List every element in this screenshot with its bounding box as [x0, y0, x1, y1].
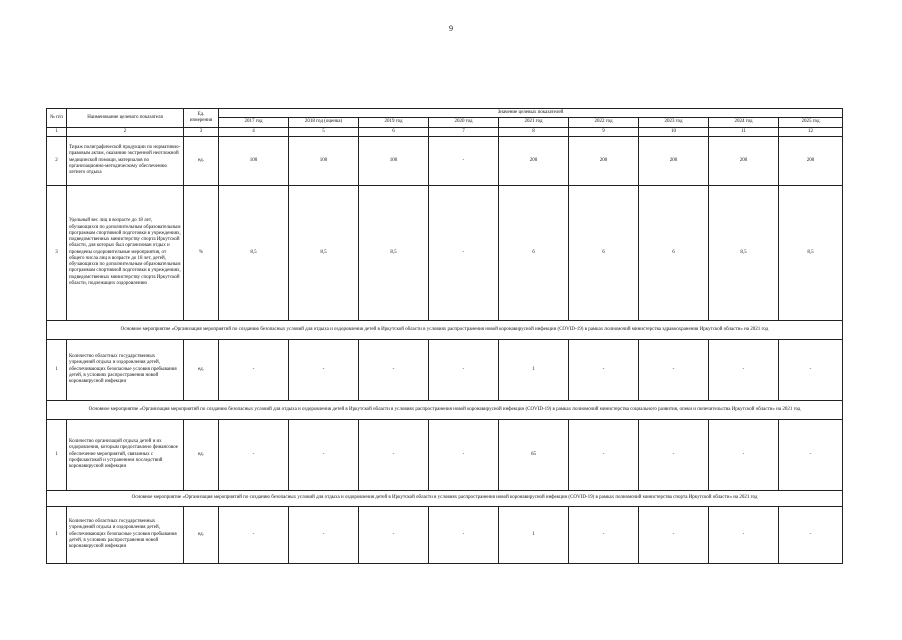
value-cell: - — [709, 419, 779, 490]
header-year: 2025 год — [779, 118, 843, 127]
value-cell: 1 — [499, 339, 569, 400]
value-cell: - — [779, 339, 843, 400]
header-year: 2020 год — [429, 118, 499, 127]
header-year: 2019 год — [359, 118, 429, 127]
value-cell: - — [709, 339, 779, 400]
column-number: 8 — [499, 127, 569, 136]
value-cell: 200 — [499, 136, 569, 185]
header-year: 2017 год — [219, 118, 289, 127]
value-cell: - — [429, 185, 499, 320]
value-cell: - — [219, 339, 289, 400]
value-cell: - — [429, 419, 499, 490]
value-cell: - — [779, 506, 843, 563]
targets-table — [46, 108, 843, 564]
value-cell: - — [709, 506, 779, 563]
header-year: 2021 год — [499, 118, 569, 127]
column-number: 4 — [219, 127, 289, 136]
section-title: Основное мероприятие «Организация мероприятий по созданию безопасных условий для отдыха и оздоровления детей в Иркутской области в условиях распространения новой коронавирусной инфекции (COVID-19) в рамках полномочий министерства здравоохранения Иркутской области» на 2021 год — [47, 320, 843, 339]
value-cell: - — [429, 136, 499, 185]
header-year: 2018 год (оценка) — [289, 118, 359, 127]
section-row — [47, 320, 843, 339]
row-number: 1 — [47, 339, 67, 400]
value-cell: 8,5 — [359, 185, 429, 320]
column-number: 11 — [709, 127, 779, 136]
unit-cell: ед. — [184, 506, 219, 563]
table-row — [47, 506, 843, 563]
value-cell: 8,5 — [779, 185, 843, 320]
value-cell: - — [569, 419, 639, 490]
table-row — [47, 419, 843, 490]
value-cell: - — [569, 339, 639, 400]
row-number: 2 — [47, 136, 67, 185]
value-cell: - — [569, 506, 639, 563]
header-unit: Ед. измерения — [184, 109, 219, 128]
value-cell: - — [289, 506, 359, 563]
value-cell: - — [219, 506, 289, 563]
row-number: 3 — [47, 185, 67, 320]
value-cell: 6 — [569, 185, 639, 320]
value-cell: - — [359, 506, 429, 563]
section-row — [47, 400, 843, 419]
value-cell: 8,5 — [289, 185, 359, 320]
value-cell: - — [779, 419, 843, 490]
value-cell: - — [429, 339, 499, 400]
value-cell: 65 — [499, 419, 569, 490]
value-cell: - — [429, 506, 499, 563]
value-cell: - — [639, 339, 709, 400]
table-row — [47, 136, 843, 185]
column-number: 5 — [289, 127, 359, 136]
value-cell: 100 — [359, 136, 429, 185]
table-row — [47, 185, 843, 320]
value-cell: - — [359, 419, 429, 490]
section-title: Основное мероприятие «Организация мероприятий по созданию безопасных условий для отдыха и оздоровления детей в Иркутской области в условиях распространения новой коронавирусной инфекции (COVID-19) в рамках полномочий министерства социального развития, опеки и попечительства Иркутской области» на 2021 год — [47, 400, 843, 419]
value-cell: 200 — [709, 136, 779, 185]
unit-cell: ед. — [184, 136, 219, 185]
column-number: 3 — [184, 127, 219, 136]
column-number: 9 — [569, 127, 639, 136]
value-cell: 200 — [639, 136, 709, 185]
unit-cell: % — [184, 185, 219, 320]
header-row-1 — [47, 109, 843, 118]
header-year: 2024 год — [709, 118, 779, 127]
value-cell: 6 — [499, 185, 569, 320]
column-number: 10 — [639, 127, 709, 136]
value-cell: 8,5 — [219, 185, 289, 320]
value-cell: - — [289, 339, 359, 400]
value-cell: 200 — [569, 136, 639, 185]
column-number: 1 — [47, 127, 67, 136]
indicator-name: Количество организаций отдыха детей и их оздоровления, которым предоставлено финансовое обеспечение мероприятий, связанных с профилактикой и устранением последствий коронавирусной инфекции — [67, 419, 184, 490]
page-number: 9 — [449, 24, 453, 33]
value-cell: - — [639, 419, 709, 490]
row-number: 1 — [47, 506, 67, 563]
value-cell: 6 — [639, 185, 709, 320]
column-number: 2 — [67, 127, 184, 136]
value-cell: - — [289, 419, 359, 490]
row-number: 1 — [47, 419, 67, 490]
column-number: 6 — [359, 127, 429, 136]
header-values-group: Значение целевых показателей — [219, 109, 843, 118]
value-cell: 100 — [219, 136, 289, 185]
indicator-name: Удельный вес лиц в возрасте до 18 лет, обучающихся по дополнительным образовательным программам спортивной подготовки в учреждениях, подведомственных министерству спорта Иркутской области, для которых был организован отдых и проведены оздоровительные мероприятия, от общего числа лиц в возрасте до 18 лет, детей, обучающихся по дополнительным образовательным программам спортивной подготовки в учреждениях, подведомственных министерству спорта Иркутской области, подлежащих оздоровлению — [67, 185, 184, 320]
table-row — [47, 339, 843, 400]
section-row — [47, 490, 843, 506]
value-cell: - — [219, 419, 289, 490]
header-year: 2023 год — [639, 118, 709, 127]
value-cell: - — [639, 506, 709, 563]
indicator-name: Количество областных государственных учреждений отдыха и оздоровления детей, обеспечивающих безопасные условия пребывания детей, в условиях распространения новой коронавирусной инфекции — [67, 339, 184, 400]
section-title: Основное мероприятие «Организация мероприятий по созданию безопасных условий для отдыха и оздоровления детей в Иркутской области в условиях распространения новой коронавирусной инфекции (COVID-19) в рамках полномочий министерства спорта Иркутской области» на 2021 год — [47, 490, 843, 506]
column-number: 12 — [779, 127, 843, 136]
header-name: Наименование целевого показателя — [67, 109, 184, 128]
header-year: 2022 год — [569, 118, 639, 127]
column-number-row — [47, 127, 843, 136]
indicator-name: Тираж полиграфической продукции по нормативно-правовым актам, оказанию экстренной неотложной медицинской помощи, материалов по организационно-методическому обеспечению летнего отдыха — [67, 136, 184, 185]
value-cell: 100 — [289, 136, 359, 185]
unit-cell: ед. — [184, 419, 219, 490]
value-cell: 1 — [499, 506, 569, 563]
value-cell: - — [359, 339, 429, 400]
unit-cell: ед. — [184, 339, 219, 400]
column-number: 7 — [429, 127, 499, 136]
value-cell: 8,5 — [709, 185, 779, 320]
value-cell: 200 — [779, 136, 843, 185]
indicator-name: Количество областных государственных учреждений отдыха и оздоровления детей, обеспечивающих безопасные условия пребывания детей, в условиях распространения новой коронавирусной инфекции — [67, 506, 184, 563]
header-no: № п/п — [47, 109, 67, 128]
